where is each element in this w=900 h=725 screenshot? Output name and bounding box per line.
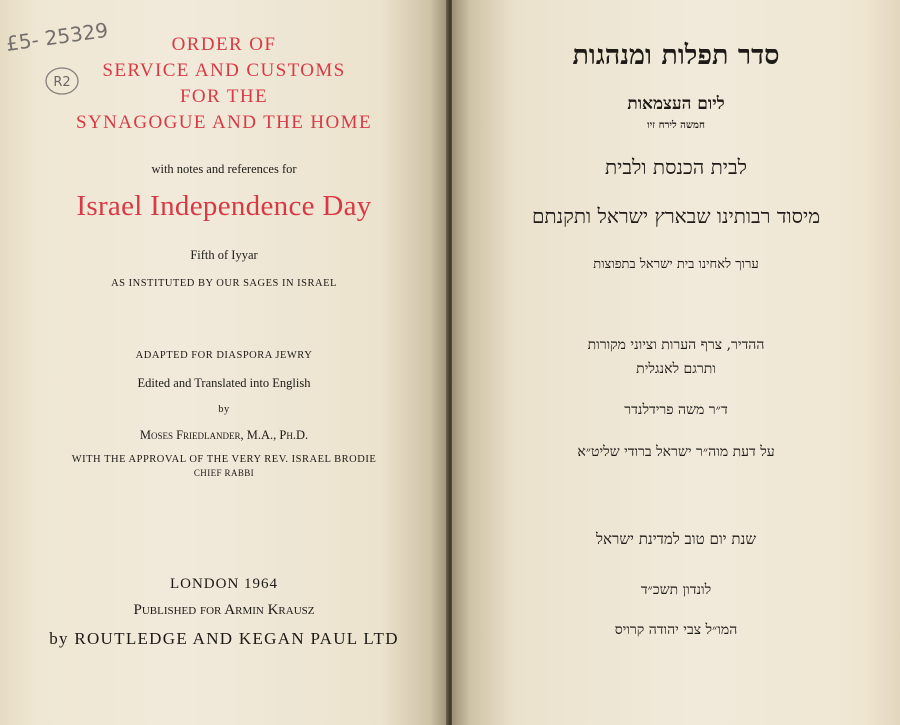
title-line: SERVICE AND CUSTOMS (102, 60, 346, 81)
author-line: Moses Friedlander, M.A., Ph.D. (139, 428, 309, 442)
pencil-code-text: R2 (53, 75, 71, 90)
pencil-price-text: £5- 25329 (4, 17, 110, 56)
hebrew-subtitle: ליום העצמאות (627, 94, 725, 114)
title-line: ORDER OF (171, 34, 277, 55)
main-title: Israel Independence Day (76, 190, 372, 222)
hebrew-line-institution: מיסוד רבותינו שבארץ ישראל ותקנתם (531, 204, 821, 228)
notes-line: with notes and references for (151, 162, 297, 176)
title-line: SYNAGOGUE AND THE HOME (76, 112, 372, 133)
hebrew-year-line: שנת יום טוב למדינת ישראל (596, 530, 756, 548)
hebrew-line-edited: ההדיר, צרף הערות וציוני מקורות (587, 337, 765, 353)
hebrew-title: סדר תפלות ומנהגות (572, 40, 780, 71)
chief-rabbi-line: CHIEF RABBI (193, 468, 255, 478)
title-line: FOR THE (179, 86, 269, 107)
date-line: Fifth of Iyyar (190, 248, 258, 262)
published-line: Published for Armin Krausz (133, 602, 315, 618)
service-title (40, 32, 408, 136)
by-line: by (218, 404, 230, 415)
approval-line: WITH THE APPROVAL OF THE VERY REV. ISRAEL BRODIE (71, 454, 377, 465)
hebrew-date: חמשה לירח זיו (647, 120, 705, 131)
hebrew-line-translated: ותרגם לאנגלית (636, 361, 716, 377)
london-year-line: LONDON 1964 (169, 576, 279, 592)
hebrew-author: ד״ר משה פרידלנדר (624, 402, 728, 418)
hebrew-city: לונדון תשכ״ד (640, 582, 712, 598)
hebrew-line-synagogue: לבית הכנסת ולבית (604, 155, 748, 179)
instituted-line: AS INSTITUTED BY OUR SAGES IN ISRAEL (111, 278, 337, 289)
hebrew-approval: על דעת מוה״ר ישראל ברודי שליט״א (577, 444, 775, 460)
hebrew-publisher: המו״ל צבי יהודה קרויס (614, 622, 738, 638)
adapted-line: ADAPTED FOR DIASPORA JEWRY (135, 350, 313, 361)
edited-line: Edited and Translated into English (137, 376, 311, 390)
hebrew-line-diaspora: ערוך לאחינו בית ישראל בתפוצות (593, 257, 759, 272)
publisher-line: by ROUTLEDGE AND KEGAN PAUL LTD (49, 629, 399, 648)
